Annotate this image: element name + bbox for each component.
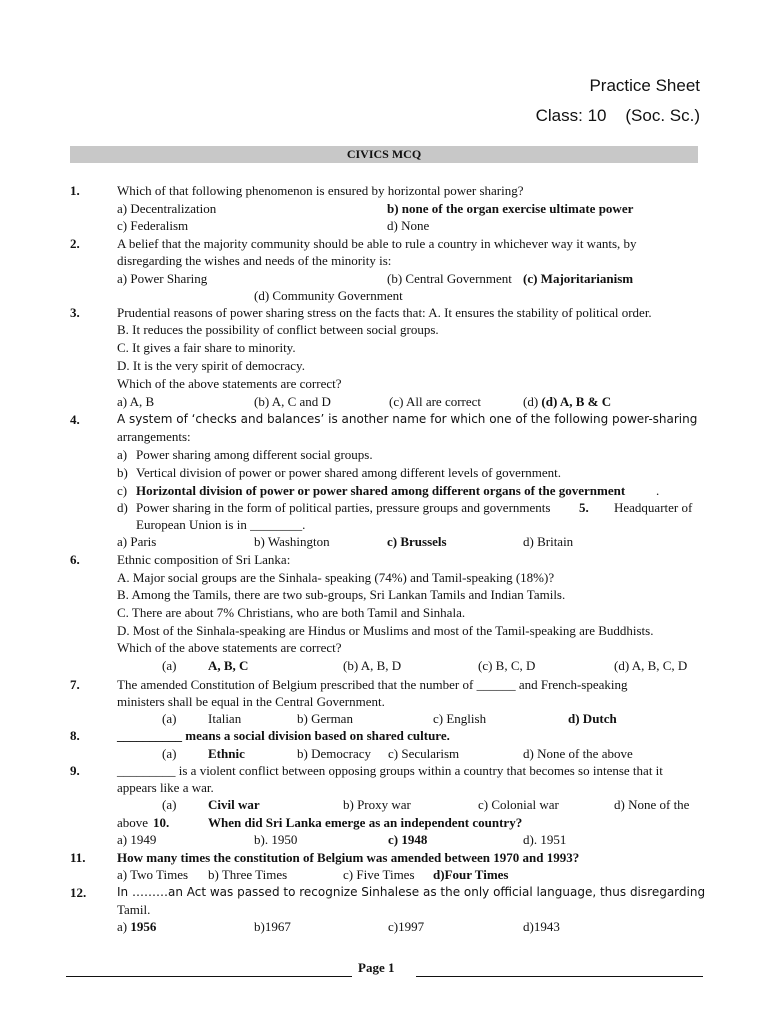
question-text: Headquarter of — [614, 500, 693, 515]
option-b: (b) A, C and D — [254, 394, 331, 409]
page-number: Page 1 — [358, 960, 395, 975]
option-a-mark: a) — [117, 447, 128, 462]
option-c: c)1997 — [388, 919, 425, 934]
option-a-mark: (a) — [162, 746, 177, 761]
option-c-answer: c) 1948 — [388, 832, 428, 847]
question-text: Tamil. — [117, 902, 151, 917]
option-b: b) German — [297, 711, 353, 726]
option-a-answer: A, B, C — [208, 658, 249, 673]
option-b: (b) Central Government — [387, 271, 512, 286]
option-a: a) Decentralization — [117, 201, 217, 216]
option-c: c) Colonial war — [478, 797, 559, 812]
option-b: (b) A, B, D — [343, 658, 402, 673]
question-number: 7. — [70, 677, 80, 692]
question-text: When did Sri Lanka emerge as an independent country? — [208, 815, 523, 830]
option-d: d) None of the above — [523, 746, 633, 761]
option-d-continued: above — [117, 815, 149, 830]
question-text: Ethnic composition of Sri Lanka: — [117, 552, 291, 567]
question-text: disregarding the wishes and needs of the minority is: — [117, 253, 392, 268]
statement: D. It is the very spirit of democracy. — [117, 358, 305, 373]
question-text: Which of the above statements are correct? — [117, 376, 342, 391]
class-label: Class: 10 (Soc. Sc.) — [535, 106, 700, 125]
option-a: a) Two Times — [117, 867, 189, 882]
option-c: (c) All are correct — [389, 394, 482, 409]
option-b: Vertical division of power or power shared among different levels of government. — [136, 465, 562, 480]
option-c: (c) B, C, D — [478, 658, 536, 673]
option-a-text: 1956 — [130, 919, 157, 934]
question-number: 2. — [70, 236, 80, 251]
question-text: European Union is in ________. — [136, 517, 306, 532]
section-title: CIVICS MCQ — [70, 146, 698, 163]
question-number: 4. — [70, 412, 80, 427]
option-a-mark: (a) — [162, 797, 177, 812]
question-text: In ………an Act was passed to recognize Sinhalese as the only official language, thus disregarding — [117, 885, 706, 899]
question-number: 3. — [70, 305, 80, 320]
statement: A. Major social groups are the Sinhala- speaking (74%) and Tamil-speaking (18%)? — [117, 570, 555, 585]
option-c-mark: c) — [117, 483, 128, 498]
option-c-answer: (c) Majoritarianism — [523, 271, 634, 286]
option-d-mark: d) — [117, 500, 128, 515]
option-c: c) Federalism — [117, 218, 189, 233]
option-d: Power sharing in the form of political parties, pressure groups and governments — [136, 500, 551, 515]
question-text: A belief that the majority community should be able to rule a country in whichever way it wants, by — [117, 236, 637, 251]
option-b-mark: b) — [117, 465, 128, 480]
statement: C. It gives a fair share to minority. — [117, 340, 296, 355]
question-text: Which of that following phenomenon is ensured by horizontal power sharing? — [117, 183, 524, 198]
question-number: 8. — [70, 728, 80, 743]
option-a-answer — [117, 918, 156, 935]
question-text: Prudential reasons of power sharing stress on the facts that: A. It ensures the stability of political order. — [117, 305, 652, 320]
question-number: 5. — [579, 500, 589, 515]
question-text: A system of ‘checks and balances’ is another name for which one of the following power-sharing — [117, 412, 698, 426]
option-a: a) A, B — [117, 394, 155, 409]
option-c-answer: Horizontal division of power or power shared among different organs of the government — [136, 483, 626, 498]
question-number: 12. — [70, 885, 87, 900]
option-c: c) English — [433, 711, 487, 726]
option-b: b) Democracy — [297, 746, 371, 761]
option-b: b) Washington — [254, 534, 330, 549]
option-d-label: (d) — [523, 394, 539, 409]
question-text: __________ means a social division based on shared culture. — [117, 728, 450, 743]
option-a-mark: a) — [117, 919, 128, 934]
footer-rule-left — [66, 976, 352, 977]
option-a: a) Power Sharing — [117, 271, 208, 286]
option-d: d)1943 — [523, 919, 560, 934]
option-a-mark: (a) — [162, 658, 177, 673]
option-d-text: (d) A, B & C — [541, 394, 612, 409]
footer-rule-right — [416, 976, 703, 977]
statement: B. It reduces the possibility of conflict between social groups. — [117, 322, 439, 337]
statement: D. Most of the Sinhala-speaking are Hindus or Muslims and most of the Tamil-speaking are Buddhists. — [117, 623, 654, 638]
option-d: (d) Community Government — [254, 288, 403, 303]
question-text: arrangements: — [117, 429, 191, 444]
question-text: The amended Constitution of Belgium prescribed that the number of ______ and French-speaking — [117, 677, 628, 692]
punctuation: . — [656, 483, 660, 498]
option-a: Power sharing among different social groups. — [136, 447, 373, 462]
option-b: b)1967 — [254, 919, 291, 934]
option-c-answer: c) Brussels — [387, 534, 447, 549]
option-a-mark: (a) — [162, 711, 177, 726]
option-a: Italian — [208, 711, 242, 726]
option-d-answer — [523, 393, 611, 410]
option-c: c) Secularism — [388, 746, 460, 761]
option-d: (d) A, B, C, D — [614, 658, 688, 673]
option-d: d) None — [387, 218, 430, 233]
option-b: b) Three Times — [208, 867, 288, 882]
option-b-answer: b) none of the organ exercise ultimate power — [387, 201, 634, 216]
question-number: 10. — [153, 815, 170, 830]
statement: C. There are about 7% Christians, who are both Tamil and Sinhala. — [117, 605, 466, 620]
option-a-answer: Ethnic — [208, 746, 245, 761]
statement: B. Among the Tamils, there are two sub-groups, Sri Lankan Tamils and Indian Tamils. — [117, 587, 566, 602]
page-title: Practice Sheet — [589, 76, 700, 95]
question-text: appears like a war. — [117, 780, 214, 795]
question-number: 9. — [70, 763, 80, 778]
question-number: 6. — [70, 552, 80, 567]
option-a: a) 1949 — [117, 832, 157, 847]
option-a: a) Paris — [117, 534, 157, 549]
option-d: d). 1951 — [523, 832, 567, 847]
option-d-answer: d) Dutch — [568, 711, 617, 726]
question-text: How many times the constitution of Belgium was amended between 1970 and 1993? — [117, 850, 580, 865]
option-b: b) Proxy war — [343, 797, 411, 812]
option-d-answer: d)Four Times — [433, 867, 509, 882]
option-d: d) None of the — [614, 797, 690, 812]
question-text: ministers shall be equal in the Central Government. — [117, 694, 385, 709]
option-d: d) Britain — [523, 534, 574, 549]
option-c: c) Five Times — [343, 867, 415, 882]
question-number: 1. — [70, 183, 80, 198]
question-number: 11. — [70, 850, 86, 865]
option-b: b). 1950 — [254, 832, 298, 847]
question-text: _________ is a violent conflict between opposing groups within a country that becomes so intense that it — [117, 763, 663, 778]
option-a-answer: Civil war — [208, 797, 260, 812]
question-text: Which of the above statements are correct? — [117, 640, 342, 655]
